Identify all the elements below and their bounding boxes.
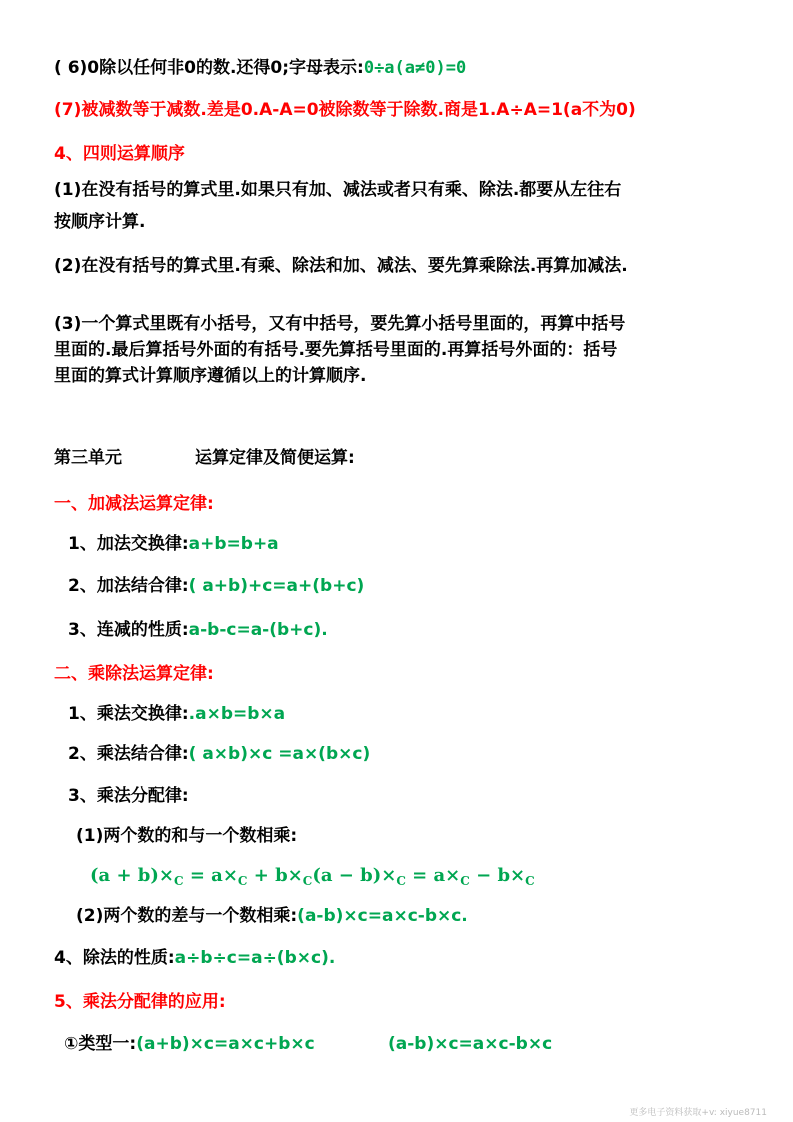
mul-commutative-formula: .a×b=b×a	[188, 704, 286, 724]
eq-part-1: (a + b)×	[90, 865, 174, 886]
distributive-difference	[76, 904, 468, 928]
unit-3-title: 运算定律及简便运算:	[195, 448, 355, 468]
mul-div-heading: 二、乘除法运算定律:	[54, 664, 214, 684]
division-property-label: 4、除法的性质:	[54, 948, 175, 968]
type-1-label: ①类型一:	[64, 1034, 137, 1054]
subtract-property	[68, 618, 328, 642]
order-rule-3-line-1: (3)一个算式里既有小括号，又有中括号，要先算小括号里面的，再算中括号	[54, 314, 626, 334]
eq-sub-1: C	[173, 874, 184, 888]
type-1-formula-difference: (a-b)×c=a×c-b×c	[388, 1034, 553, 1054]
mul-commutative	[68, 702, 285, 726]
eq-sub-4: C	[396, 874, 406, 888]
eq-sub-2: C	[237, 874, 248, 888]
subtract-property-formula: a-b-c=a-(b+c).	[188, 620, 328, 640]
mul-associative-label: 2、乘法结合律:	[68, 744, 189, 764]
add-sub-heading: 一、加减法运算定律:	[54, 494, 214, 514]
add-commutative-formula: a+b=b+a	[188, 534, 279, 554]
unit-3-label: 第三单元	[54, 448, 122, 468]
eq-part-4: (a − b)×	[312, 865, 397, 886]
eq-part-6: − b×	[469, 865, 526, 886]
subtract-property-label: 3、连减的性质:	[68, 620, 189, 640]
distributive-equation	[90, 864, 535, 893]
order-rule-3-line-2: 里面的.最后算括号外面的有括号.要先算括号里面的.再算括号外面的：括号	[54, 340, 618, 360]
order-rule-2: (2)在没有括号的算式里.有乘、除法和加、减法、要先算乘除法.再算加减法.	[54, 256, 628, 276]
eq-part-2: = a×	[183, 865, 238, 886]
order-rule-3-line-3: 里面的算式计算顺序遵循以上的计算顺序.	[54, 366, 367, 386]
order-rule-1-line-2: 按顺序计算.	[54, 212, 146, 232]
add-associative-formula: ( a+b)+c=a+(b+c)	[188, 576, 365, 596]
eq-sub-3: C	[302, 874, 313, 888]
mul-distributive	[68, 784, 189, 808]
type-1-formula-sum: (a+b)×c=a×c+b×c	[136, 1034, 315, 1054]
mul-commutative-label: 1、乘法交换律:	[68, 704, 189, 724]
rule-7: (7)被减数等于减数.差是0.A-A=0被除数等于除数.商是1.A÷A=1(a不为0)	[54, 100, 636, 120]
rule-6	[54, 56, 466, 80]
rule-6-label: ( 6)0除以任何非0的数.还得0;字母表示:	[54, 58, 364, 78]
eq-sub-5: C	[460, 874, 470, 888]
mul-associative-formula: ( a×b)×c =a×(b×c)	[188, 744, 371, 764]
division-property	[54, 946, 335, 970]
rule-6-formula: 0÷a(a≠0)=0	[363, 58, 467, 78]
add-associative	[68, 574, 364, 598]
application-heading: 5、乘法分配律的应用:	[54, 992, 226, 1012]
eq-part-5: = a×	[405, 865, 461, 886]
eq-part-3: + b×	[247, 865, 303, 886]
section-4-heading: 4、四则运算顺序	[54, 144, 185, 164]
add-commutative	[68, 532, 279, 556]
distributive-difference-formula: (a-b)×c=a×c-b×c.	[297, 906, 468, 926]
eq-sub-6: C	[525, 874, 535, 888]
order-rule-1-line-1: (1)在没有括号的算式里.如果只有加、减法或者只有乘、除法.都要从左往右	[54, 180, 622, 200]
distributive-sum: (1)两个数的和与一个数相乘:	[76, 826, 298, 846]
mul-associative	[68, 742, 370, 766]
application-type-1	[64, 1032, 315, 1056]
division-property-formula: a÷b÷c=a÷(b×c).	[174, 948, 336, 968]
footer-watermark: 更多电子资料获取+v: xiyue8711	[629, 1108, 767, 1118]
add-commutative-label: 1、加法交换律:	[68, 534, 189, 554]
distributive-difference-label: (2)两个数的差与一个数相乘:	[76, 906, 298, 926]
add-associative-label: 2、加法结合律:	[68, 576, 189, 596]
mul-distributive-label: 3、乘法分配律:	[68, 786, 189, 806]
